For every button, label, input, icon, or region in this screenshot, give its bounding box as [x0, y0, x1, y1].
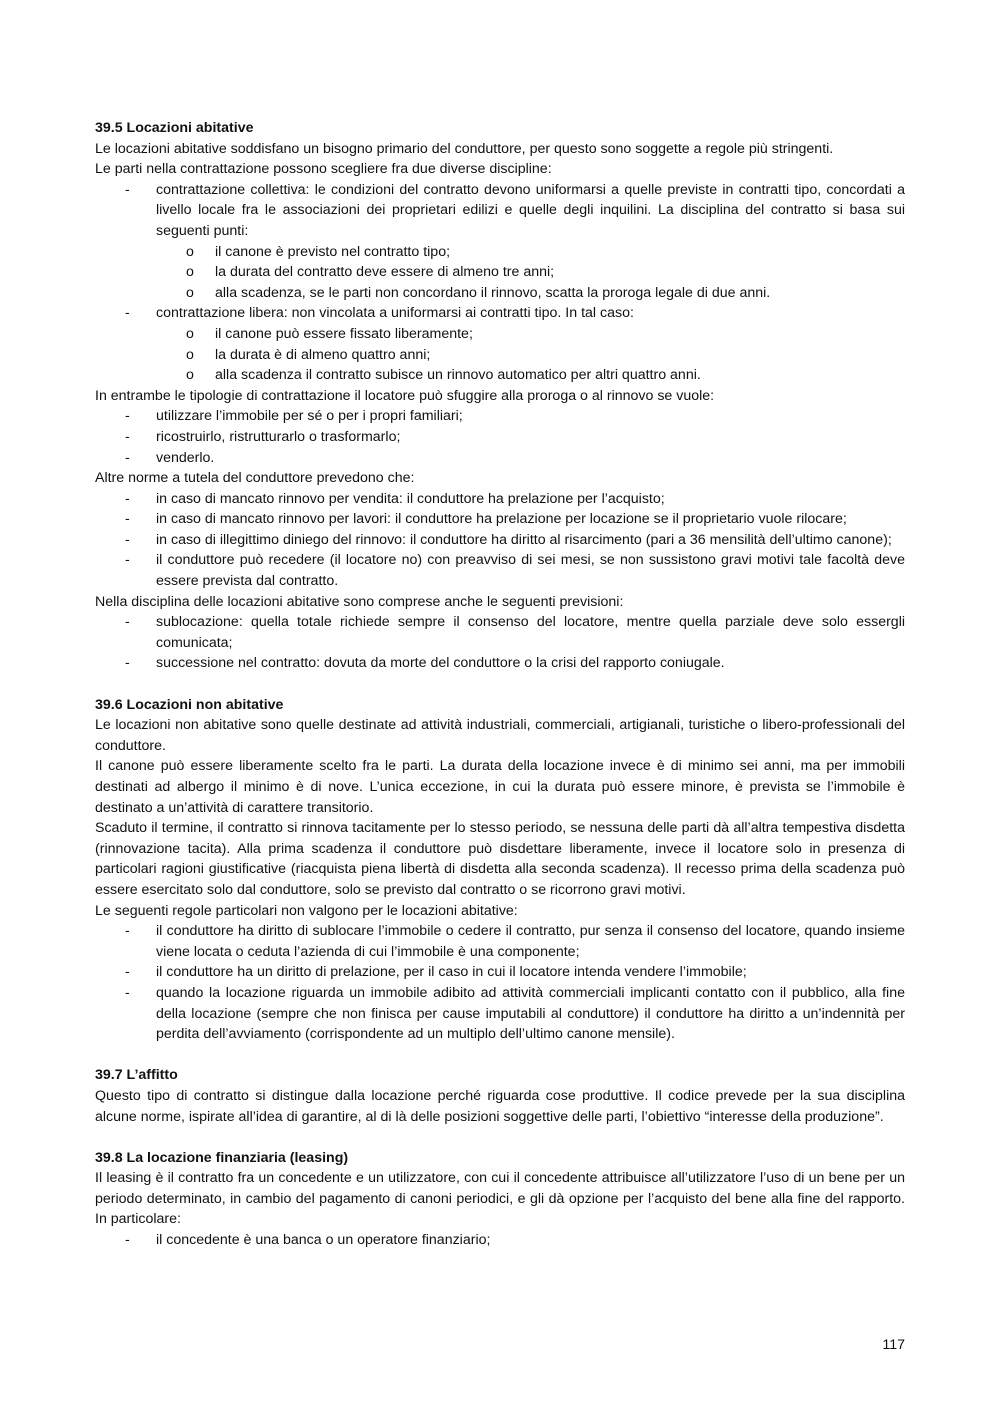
document-page: [95, 118, 905, 1271]
list-item-text: il conduttore può recedere (il locatore no) con preavviso di sei mesi, se non sussistono gravi motivi tale facoltà deve essere prevista dal contratto.: [156, 552, 905, 590]
dash-marker: -: [125, 923, 130, 940]
list-item: [95, 303, 905, 385]
paragraph: Le parti nella contrattazione possono scegliere fra due diverse discipline:: [95, 161, 552, 178]
circle-marker: o: [186, 325, 194, 342]
section-heading: 39.5 Locazioni abitative: [95, 120, 254, 136]
list-item: [95, 530, 905, 551]
paragraph: Le locazioni abitative soddisfano un bisogno primario del conduttore, per questo sono soggette a regole più stringenti.: [95, 140, 834, 157]
paragraph: Il leasing è il contratto fra un concedente e un utilizzatore, con cui il concedente attribuisce all’utilizzatore l’uso di un bene per un periodo determinato, in cambio del pagamento di canoni periodici, e gli dà opzione per l’acquisto del bene alla fine del rapporto. In particolare:: [95, 1170, 905, 1228]
section-39-5: [95, 118, 905, 674]
list-item: [95, 612, 905, 653]
section-heading: 39.7 L’affitto: [95, 1067, 178, 1084]
circle-marker: o: [186, 346, 194, 363]
bullet-list: [95, 612, 905, 674]
list-item: [95, 983, 905, 1045]
sub-list-item: [156, 242, 905, 263]
circle-marker: o: [186, 367, 194, 384]
list-item-text: venderlo.: [156, 449, 215, 466]
sub-list-item-text: la durata è di almeno quattro anni;: [215, 346, 431, 363]
paragraph: In entrambe le tipologie di contrattazione il locatore può sfuggire alla proroga o al rinnovo se vuole:: [95, 387, 715, 404]
list-item: [95, 489, 905, 510]
bullet-list: [95, 406, 905, 468]
bullet-list: [95, 1230, 905, 1251]
dash-marker: -: [125, 490, 130, 507]
paragraph: Le seguenti regole particolari non valgono per le locazioni abitative:: [95, 902, 518, 919]
section-39-8: [95, 1148, 905, 1251]
dash-marker: -: [125, 614, 130, 631]
sub-list-item-text: la durata del contratto deve essere di almeno tre anni;: [215, 264, 555, 281]
dash-marker: -: [125, 964, 130, 981]
section-39-6: [95, 695, 905, 1045]
dash-marker: -: [125, 1232, 130, 1249]
list-item: [95, 550, 905, 591]
dash-marker: -: [125, 511, 130, 528]
list-item-text: in caso di mancato rinnovo per vendita: il conduttore ha prelazione per l’acquisto;: [156, 490, 665, 507]
paragraph: Il canone può essere liberamente scelto fra le parti. La durata della locazione invece è di minimo sei anni, ma per immobili destinati ad albergo il minimo è di nove. L’unica eccezione, in cui la durata può essere minore, è prevista se l’immobile è destinato a un’attività di carattere transitorio.: [95, 758, 905, 816]
bullet-list: [95, 921, 905, 1045]
dash-marker: -: [125, 655, 130, 672]
sub-list-item-text: alla scadenza, se le parti non concordano il rinnovo, scatta la proroga legale di due anni.: [215, 284, 771, 301]
page-number: 117: [882, 1337, 905, 1353]
bullet-list: [95, 180, 905, 386]
list-item-text: successione nel contratto: dovuta da morte del conduttore o la crisi del rapporto coniugale.: [156, 655, 725, 672]
sub-list-item-text: il canone è previsto nel contratto tipo;: [215, 243, 451, 260]
section-heading: 39.6 Locazioni non abitative: [95, 696, 284, 713]
sub-list-item: [156, 324, 905, 345]
sub-list-item-text: il canone può essere fissato liberamente;: [215, 325, 473, 342]
sub-list-item: [156, 283, 905, 304]
dash-marker: -: [125, 428, 130, 445]
list-item-text: utilizzare l’immobile per sé o per i propri familiari;: [156, 408, 463, 425]
paragraph: Nella disciplina delle locazioni abitative sono comprese anche le seguenti previsioni:: [95, 593, 624, 610]
list-item: [95, 448, 905, 469]
list-item-text: il conduttore ha diritto di sublocare l’immobile o cedere il contratto, pur senza il consenso del locatore, quando insieme viene locata o ceduta l’azienda di cui l’immobile è una componente;: [156, 923, 905, 960]
list-item: [95, 406, 905, 427]
sub-list-item: [156, 365, 905, 386]
paragraph: Altre norme a tutela del conduttore prevedono che:: [95, 470, 415, 487]
sub-list-item-text: alla scadenza il contratto subisce un rinnovo automatico per altri quattro anni.: [215, 367, 701, 384]
bullet-list: [95, 489, 905, 592]
list-item: [95, 921, 905, 962]
list-item: [95, 180, 905, 304]
sub-list: [156, 324, 905, 386]
list-item: [95, 962, 905, 983]
dash-marker: -: [125, 305, 130, 322]
section-39-7: [95, 1065, 905, 1127]
list-item-text: contrattazione libera: non vincolata a uniformarsi ai contratti tipo. In tal caso:: [156, 305, 634, 322]
list-item-text: contrattazione collettiva: le condizioni del contratto devono uniformarsi a quelle previste in contratti tipo, concordati a livello locale fra le associazioni dei proprietari edilizi e quelle degli inquilini. La disciplina del contratto si basa sui seguenti punti:: [156, 181, 905, 239]
paragraph: Questo tipo di contratto si distingue dalla locazione perché riguarda cose produttive. Il codice prevede per la sua disciplina alcune norme, ispirate all’idea di garantire, al di là delle posizioni soggettive delle parti, l’obiettivo “interesse della produzione”.: [95, 1087, 905, 1125]
dash-marker: -: [125, 449, 130, 466]
list-item-text: ricostruirlo, ristrutturarlo o trasformarlo;: [156, 428, 401, 445]
list-item: [95, 653, 905, 674]
dash-marker: -: [125, 531, 130, 548]
list-item-text: in caso di mancato rinnovo per lavori: il conduttore ha prelazione per locazione se il proprietario vuole rilocare;: [156, 511, 847, 528]
list-item-text: in caso di illegittimo diniego del rinnovo: il conduttore ha diritto al risarcimento (pari a 36 mensilità dell’ultimo canone);: [156, 531, 892, 548]
circle-marker: o: [186, 243, 194, 260]
dash-marker: -: [125, 181, 130, 198]
dash-marker: -: [125, 408, 130, 425]
circle-marker: o: [186, 264, 194, 281]
dash-marker: -: [125, 984, 130, 1001]
sub-list: [156, 242, 905, 304]
circle-marker: o: [186, 284, 194, 301]
sub-list-item: [156, 262, 905, 283]
paragraph: Le locazioni non abitative sono quelle destinate ad attività industriali, commerciali, artigianali, turistiche o libero-professionali del conduttore.: [95, 717, 905, 754]
list-item-text: il concedente è una banca o un operatore finanziario;: [156, 1232, 491, 1249]
list-item: [95, 1230, 905, 1251]
dash-marker: -: [125, 552, 130, 569]
list-item-text: il conduttore ha un diritto di prelazione, per il caso in cui il locatore intenda vendere l’immobile;: [156, 964, 747, 981]
list-item-text: quando la locazione riguarda un immobile adibito ad attività commerciali implicanti contatto con il pubblico, alla fine della locazione (sempre che non finisca per cause imputabili al conduttore) il conduttore ha diritto a un’indennità per perdita dell’avviamento (corrispondente ad un multiplo dell’ultimo canone mensile).: [156, 984, 905, 1043]
section-heading: 39.8 La locazione finanziaria (leasing): [95, 1149, 349, 1166]
paragraph: Scaduto il termine, il contratto si rinnova tacitamente per lo stesso periodo, se nessuna delle parti dà all’altra tempestiva disdetta (rinnovazione tacita). Alla prima scadenza il conduttore può disdettare liberamente, invece il locatore solo in presenza di particolari ragioni giustificative (riacquista piena libertà di disdetta alla seconda scadenza). Il recesso prima della scadenza può essere esercitato solo dal conduttore, solo se previsto dal contratto o se ricorrono gravi motivi.: [95, 820, 905, 898]
list-item: [95, 427, 905, 448]
sub-list-item: [156, 345, 905, 366]
list-item: [95, 509, 905, 530]
list-item-text: sublocazione: quella totale richiede sempre il consenso del locatore, mentre quella parziale deve solo essergli comunicata;: [156, 614, 905, 651]
